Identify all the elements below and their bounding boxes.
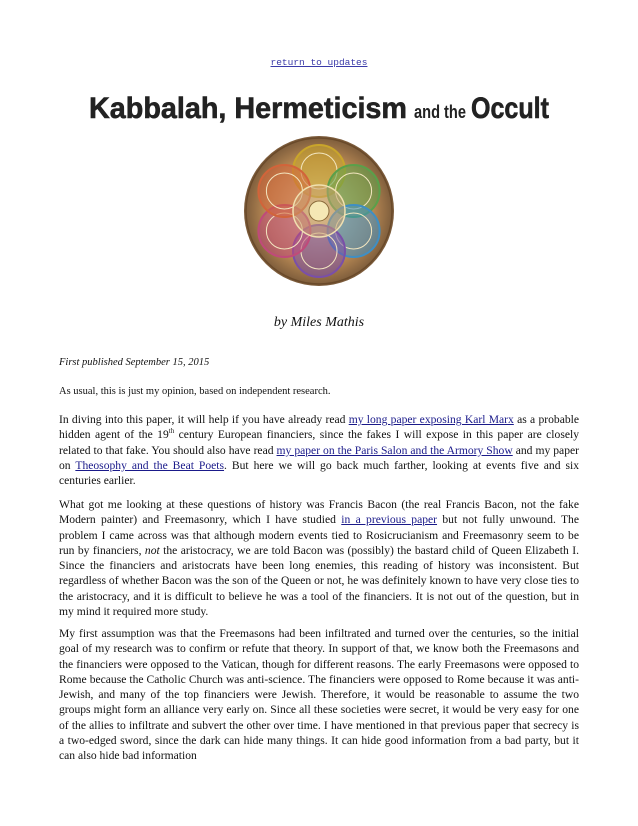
p1-superscript: th [168, 427, 175, 436]
paragraph-3: My first assumption was that the Freemasons had been infiltrated and turned over the centuries, so the initial goal of my research was to confirm or refute that theory. In support of that, we know both the Freemasons and the financiers were opposed to the Vatican, though for different reasons. The early Freemasons were opposed to Rome because the Catholic Church was anti-science. The financiers were opposed to Rome because it was anti-Jewish, and many of the top financiers were Jewish. Therefore, it would be reasonable to assume the two groups might form an alliance very early on. Since all these societies were secret, it would be very easy for one of the allies to infiltrate and subvert the other over time. I have mentioned in that previous paper that secrecy is a two-edged sword, since the dark can hide many things. It can hide good information from a bad party, but it can also hide bad information [59, 627, 579, 763]
p1-text-4: and my paper on [59, 443, 580, 472]
return-link-row [0, 57, 638, 68]
page-title [0, 84, 638, 128]
byline: by Miles Mathis [273, 315, 365, 330]
paris-salon-paper-link[interactable]: my paper on the Paris Salon and the Armory Show [276, 443, 513, 457]
p2-text-2: but not fully unwound. The problem I came across was that although modern events tied to Rosicrucianism and Freemasonry seem to be run by financiers, [59, 513, 579, 557]
emblem-center [309, 201, 329, 221]
tree-of-life-emblem [243, 135, 395, 287]
previous-paper-link[interactable]: in a previous paper [341, 513, 438, 527]
return-to-updates-link[interactable]: return to updates [270, 57, 368, 68]
title-end: Occult [471, 92, 550, 125]
title-main: Kabbalah, Hermeticism [89, 92, 407, 125]
title-graphic [89, 84, 549, 128]
p2-emphasis: not [144, 543, 160, 557]
publication-date: First published September 15, 2015 [59, 357, 210, 368]
p1-text-5: . But here we will go back much farther, looking at events five and six centuries earlier. [59, 458, 579, 488]
paragraph-1 [59, 412, 579, 488]
p1-text-1: In diving into this paper, it will help if you have already read [59, 413, 349, 426]
p1-text-2: as a probable hidden agent of the 19 [59, 413, 579, 442]
theosophy-paper-link[interactable]: Theosophy and the Beat Poets [75, 458, 225, 472]
disclaimer-text: As usual, this is just my opinion, based on independent research. [59, 386, 331, 397]
p1-text-3: century European financiers, since the fakes I will expose in this paper are closely related to that fake. You should also have read [59, 428, 580, 457]
p2-text-3: the aristocracy, we are told Bacon was (possibly) the bastard child of Queen Elizabeth I. Since the financiers and aristocrats have been long enemies, this reading of history was inconsistent. But regardless of whether Bacon was the son of the Queen or not, he was definitely known to have very close ties to the aristocracy, and it is difficult to believe he was a tool of the financiers. It is not out of the question, but in my mind it required more study. [59, 543, 579, 619]
p2-text-1: What got me looking at these questions of history was Francis Bacon (the real Francis Bacon, not the fake Modern painter) and Freemasonry, which I have studied [59, 498, 579, 527]
karl-marx-paper-link[interactable]: my long paper exposing Karl Marx [348, 413, 514, 426]
title-connector: and the [414, 102, 466, 122]
paragraph-2 [59, 497, 579, 619]
